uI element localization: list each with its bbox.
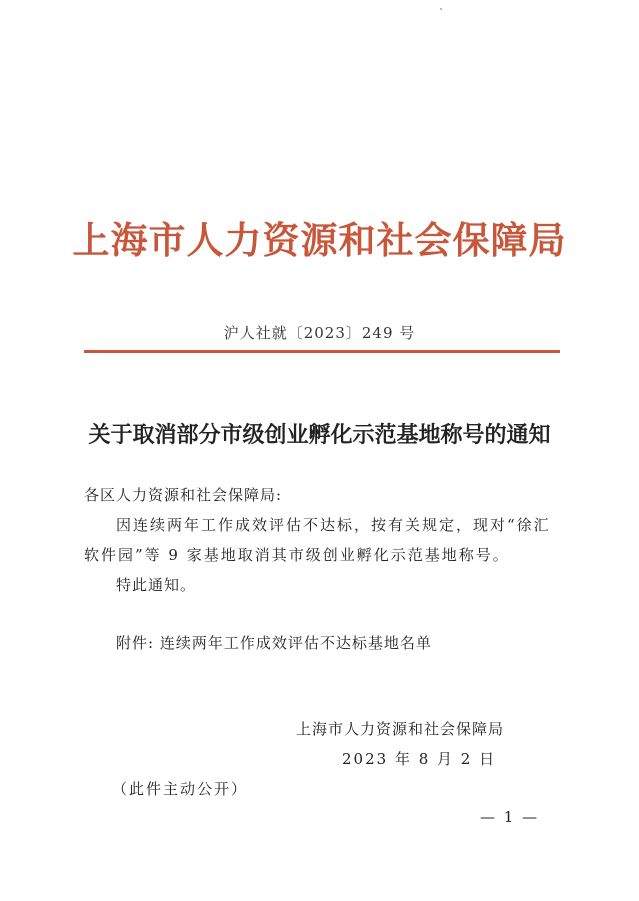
scan-mark	[440, 8, 442, 10]
header-divider	[84, 350, 560, 353]
disclosure-note: （此件主动公开）	[112, 780, 249, 798]
salutation: 各区人力资源和社会保障局:	[84, 486, 283, 504]
document-number: 沪人社就〔2023〕249 号	[223, 324, 416, 342]
issuer-header-title: 上海市人力资源和社会保障局	[72, 218, 567, 262]
body-paragraph: 因连续两年工作成效评估不达标，按有关规定，现对“徐汇软件园”等 9 家基地取消其市级创业孵化示范基地称号。	[84, 516, 551, 564]
signature-date: 2023 年 8 月 2 日	[342, 750, 497, 768]
notice-title: 关于取消部分市级创业孵化示范基地称号的通知	[88, 422, 551, 448]
page-number: — 1 —	[480, 808, 540, 826]
signature-organization: 上海市人力资源和社会保障局	[296, 720, 505, 738]
attachment-line: 附件: 连续两年工作成效评估不达标基地名单	[116, 634, 432, 652]
closing-line: 特此通知。	[116, 576, 197, 594]
